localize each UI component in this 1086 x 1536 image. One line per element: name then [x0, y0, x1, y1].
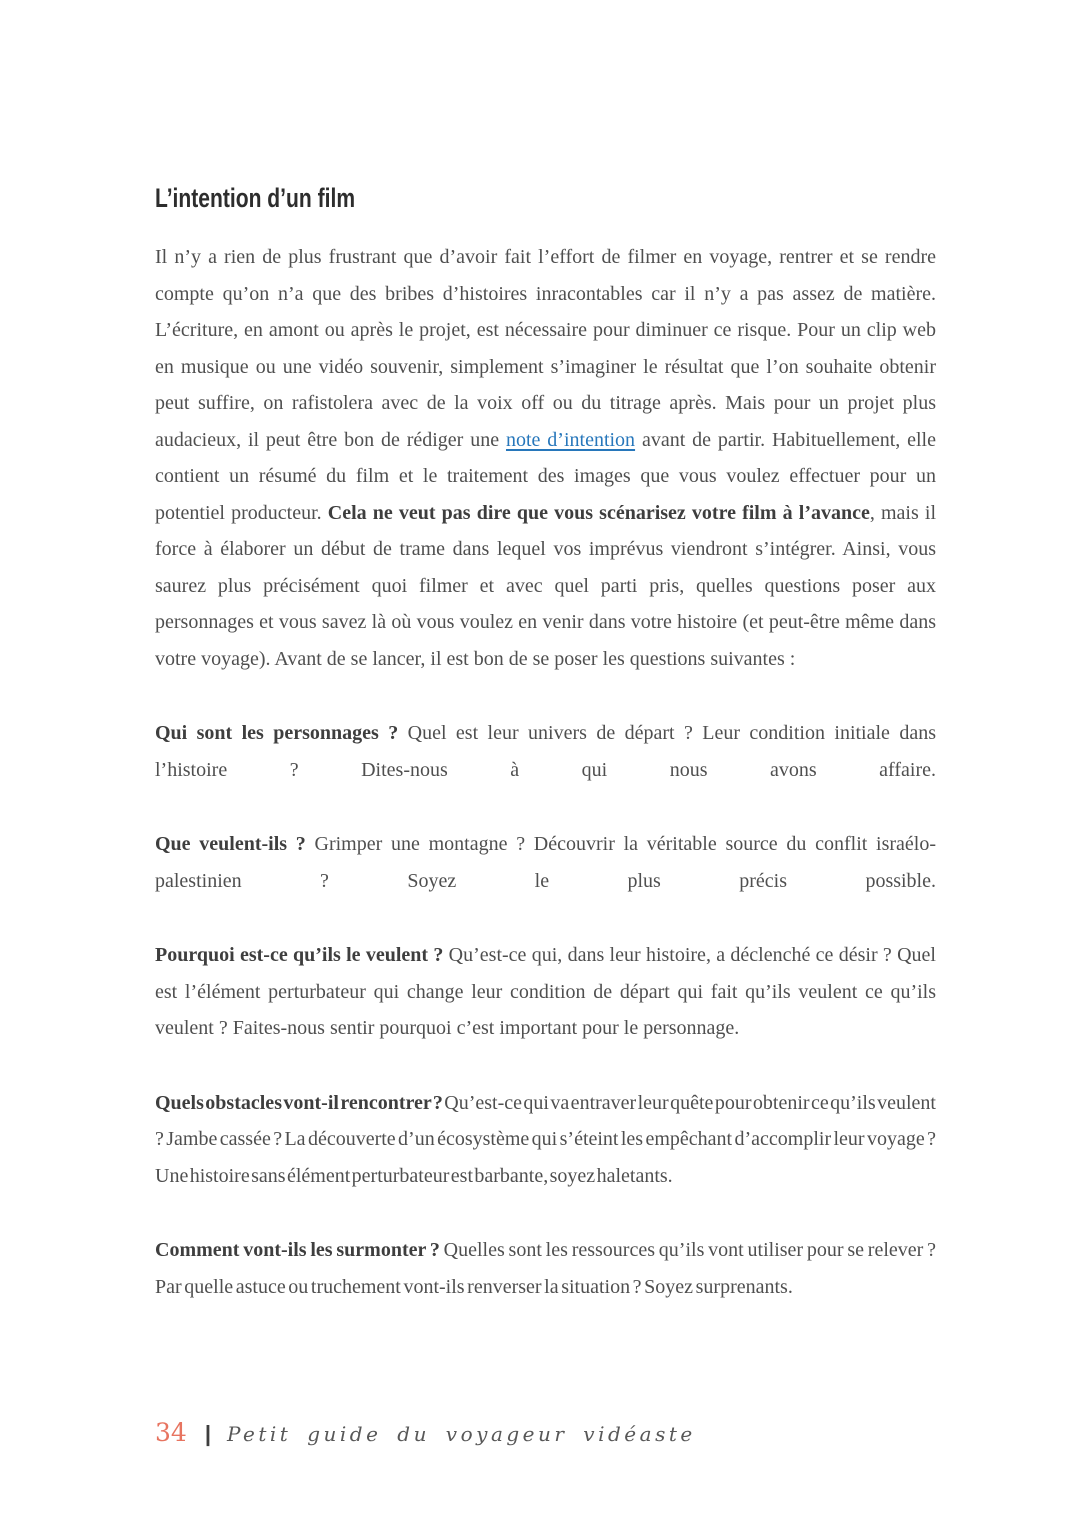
bold-lead-in: Qui sont les personnages ? [155, 722, 399, 744]
paragraph-question-surmonter [155, 1232, 936, 1305]
book-title: Petit guide du voyageur vidéaste [226, 1422, 696, 1446]
text-segment: Quelles sont les ressources qu’ils vont utiliser pour se relever ? Par quelle astuce ou truchement vont-ils renverser la situation ? Soyez surprenants. [155, 1239, 937, 1298]
bold-lead-in: Que veulent-ils ? [155, 833, 306, 855]
paragraph-question-veulent-ils [155, 826, 936, 899]
paragraph-question-personnages [155, 715, 936, 788]
page-number: 34 [155, 1418, 187, 1447]
note-intention-link[interactable]: note d’intention [505, 428, 636, 451]
bold-lead-in: Quels obstacles vont-il rencontrer ? [155, 1091, 443, 1114]
bold-lead-in: Pourquoi est-ce qu’ils le veulent ? [155, 944, 444, 966]
text-segment: Grimper une montagne ? Découvrir la véritable source du conflit israélo-palestinien ? Soyez le plus précis possible. [155, 833, 937, 892]
footer-separator: | [204, 1421, 211, 1446]
paragraph-question-obstacles [155, 1085, 936, 1195]
paragraph-intro [155, 239, 936, 677]
page-content [155, 183, 936, 1343]
bold-lead-in: Comment vont-ils les surmonter ? [155, 1239, 440, 1261]
text-segment: Qu’est-ce qui va entraver leur quête pour obtenir ce qu’ils veulent ? Jambe cassée ? La découverte d’un écosystème qui s’éteint les empêchant d’accomplir leur voyage ? Une histoire sans élément perturbateur est barbante, soyez haletants. [155, 1091, 936, 1187]
text-segment: , mais il force à élaborer un début de trame dans lequel vos imprévus viendront s’intégrer. Ainsi, vous saurez plus précisément quoi filmer et avec quel parti pris, quelles questions poser aux personnages et vous savez là où vous voulez en venir dans votre histoire (et peut-être même dans votre voyage). Avant de se lancer, il est bon de se poser les questions suivantes : [155, 501, 937, 670]
paragraph-question-pourquoi [155, 937, 936, 1047]
text-segment: Qu’est-ce qui, dans leur histoire, a déclenché ce désir ? Quel est l’élément perturbateur qui change leur condition de départ qui fait qu’ils veulent ce qu’ils veulent ? Faites-nous sentir pourquoi c’est important pour le personnage. [155, 944, 936, 1039]
section-heading: L’intention d’un film [155, 183, 356, 213]
page-footer [155, 1418, 696, 1447]
text-segment: avant de partir. Habituellement, elle contient un résumé du film et le traitement des images que vous voulez effectuer pour un potentiel producteur. [155, 428, 936, 524]
bold-lead-in: Cela ne veut pas dire que vous scénarisez votre film à l’avance [327, 501, 870, 524]
text-segment: Quel est leur univers de départ ? Leur condition initiale dans l’histoire ? Dites-nous à qui nous avons affaire. [155, 722, 936, 781]
text-segment: Il n’y a rien de plus frustrant que d’avoir fait l’effort de filmer en voyage, rentrer et se rendre compte qu’on n’a que des bribes d’histoires inracontables car il n’y a pas assez de matière. L’écriture, en amont ou après le projet, est nécessaire pour diminuer ce risque. Pour un clip web en musique ou une vidéo souvenir, simplement s’imaginer le résultat que l’on souhaite obtenir peut suffire, on rafistolera avec de la voix off ou du titrage après. Mais pour un projet plus audacieux, il peut être bon de rédiger une [155, 246, 936, 451]
